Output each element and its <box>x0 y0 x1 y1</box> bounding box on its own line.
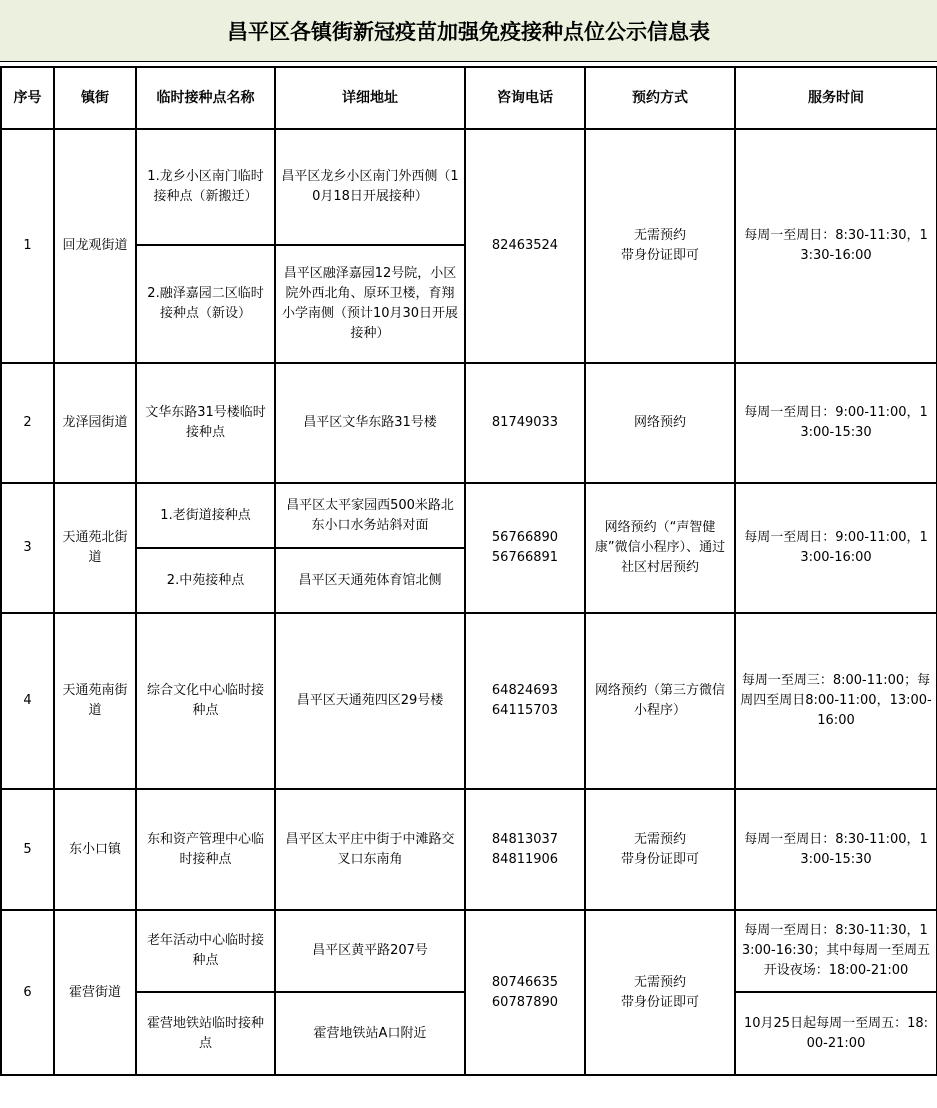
header-booking: 预约方式 <box>585 67 735 129</box>
site-name: 老年活动中心临时接种点 <box>136 910 275 992</box>
site-address: 昌平区融泽嘉园12号院，小区院外西北角、原环卫楼，育翔小学南侧（预计10月30日开展接种） <box>275 245 465 363</box>
booking-line: 带身份证即可 <box>620 994 699 1010</box>
site-address: 霍营地铁站A口附近 <box>275 992 465 1075</box>
booking-line: 网络预约（“声智健康”微信小程序）、通过社区村居预约 <box>594 520 726 575</box>
town-name: 回龙观街道 <box>54 129 136 363</box>
phone-numbers <box>465 613 585 789</box>
town-name: 霍营街道 <box>54 910 136 1075</box>
header-hours: 服务时间 <box>735 67 937 129</box>
row-index: 4 <box>1 613 54 789</box>
row-index: 6 <box>1 910 54 1075</box>
booking-line: 网络预约 <box>633 415 686 430</box>
booking-line: 无需预约 <box>633 831 686 847</box>
row-index: 1 <box>1 129 54 363</box>
site-name: 1.老街道接种点 <box>136 483 275 548</box>
booking-method <box>585 129 735 363</box>
table-row <box>1 483 937 548</box>
header-town: 镇街 <box>54 67 136 129</box>
site-address: 昌平区天通苑体育馆北侧 <box>275 548 465 613</box>
phone-number: 84811906 <box>491 851 559 867</box>
booking-line: 无需预约 <box>633 228 686 243</box>
table-header-row <box>1 67 937 129</box>
town-name: 龙泽园街道 <box>54 363 136 483</box>
site-address: 昌平区文华东路31号楼 <box>275 363 465 483</box>
town-name: 天通苑南街道 <box>54 613 136 789</box>
booking-line: 带身份证即可 <box>620 851 699 867</box>
phone-number: 56766890 <box>491 530 559 545</box>
site-address: 昌平区天通苑四区29号楼 <box>275 613 465 789</box>
site-address: 昌平区太平庄中街于中滩路交叉口东南角 <box>275 789 465 910</box>
service-hours: 每周一至周日：9:00-11:00，13:00-15:30 <box>735 363 937 483</box>
phone-numbers <box>465 129 585 363</box>
booking-line: 网络预约（第三方微信小程序） <box>594 683 725 718</box>
service-hours: 10月25日起每周一至周五：18:00-21:00 <box>735 992 937 1075</box>
booking-method <box>585 483 735 613</box>
phone-number: 60787890 <box>491 994 559 1010</box>
site-name: 霍营地铁站临时接种点 <box>136 992 275 1075</box>
phone-numbers <box>465 363 585 483</box>
service-hours: 每周一至周日：9:00-11:00，13:00-16:00 <box>735 483 937 613</box>
booking-method <box>585 363 735 483</box>
table-row <box>1 613 937 789</box>
phone-numbers <box>465 910 585 1075</box>
table-row <box>1 363 937 483</box>
town-name: 东小口镇 <box>54 789 136 910</box>
site-address: 昌平区黄平路207号 <box>275 910 465 992</box>
phone-number: 80746635 <box>491 974 559 990</box>
phone-number: 81749033 <box>491 415 559 430</box>
site-name: 1.龙乡小区南门临时接种点（新搬迁） <box>136 129 275 245</box>
phone-numbers <box>465 789 585 910</box>
phone-number: 64115703 <box>491 703 559 718</box>
booking-method <box>585 613 735 789</box>
site-name: 2.中苑接种点 <box>136 548 275 613</box>
site-address: 昌平区太平家园西500米路北东小口水务站斜对面 <box>275 483 465 548</box>
phone-number: 82463524 <box>491 238 559 253</box>
phone-number: 84813037 <box>491 831 559 847</box>
site-name: 文华东路31号楼临时接种点 <box>136 363 275 483</box>
page-title: 昌平区各镇街新冠疫苗加强免疫接种点位公示信息表 <box>0 0 937 62</box>
table-row <box>1 910 937 992</box>
service-hours: 每周一至周日：8:30-11:30，13:00-16:30；其中每周一至周五开设夜场：18:00-21:00 <box>735 910 937 992</box>
row-index: 3 <box>1 483 54 613</box>
booking-line: 无需预约 <box>633 974 686 990</box>
phone-number: 64824693 <box>491 683 559 698</box>
table-row <box>1 789 937 910</box>
header-phone: 咨询电话 <box>465 67 585 129</box>
site-name: 2.融泽嘉园二区临时接种点（新设） <box>136 245 275 363</box>
header-site: 临时接种点名称 <box>136 67 275 129</box>
service-hours: 每周一至周三：8:00-11:00；每周四至周日8:00-11:00，13:00-16:00 <box>735 613 937 789</box>
phone-numbers <box>465 483 585 613</box>
site-name: 东和资产管理中心临时接种点 <box>136 789 275 910</box>
booking-line: 带身份证即可 <box>620 248 699 263</box>
service-hours: 每周一至周日：8:30-11:00，13:00-15:30 <box>735 789 937 910</box>
row-index: 2 <box>1 363 54 483</box>
town-name: 天通苑北街道 <box>54 483 136 613</box>
table-row <box>1 129 937 245</box>
site-address: 昌平区龙乡小区南门外西侧（10月18日开展接种） <box>275 129 465 245</box>
service-hours: 每周一至周日：8:30-11:30，13:30-16:00 <box>735 129 937 363</box>
header-index: 序号 <box>1 67 54 129</box>
header-address: 详细地址 <box>275 67 465 129</box>
vaccination-sites-table <box>0 66 937 1076</box>
booking-method <box>585 789 735 910</box>
row-index: 5 <box>1 789 54 910</box>
phone-number: 56766891 <box>491 550 559 565</box>
site-name: 综合文化中心临时接种点 <box>136 613 275 789</box>
booking-method <box>585 910 735 1075</box>
